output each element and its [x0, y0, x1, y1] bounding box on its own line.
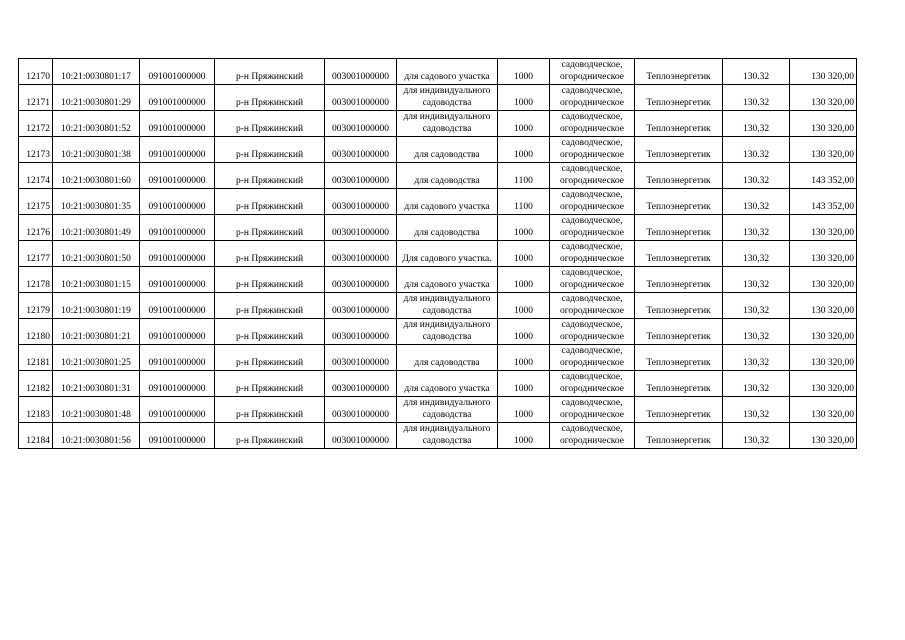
permitted-use-cell: для садового участка — [397, 59, 498, 85]
table-row — [19, 319, 857, 345]
permitted-use-cell: для садоводства — [397, 137, 498, 163]
area-cell: 1100 — [498, 163, 550, 189]
cadastral-number-cell: 10:21:0030801:29 — [53, 85, 140, 111]
land-category-cell: садоводческое, огородническое — [550, 215, 635, 241]
land-category-cell: садоводческое, огородническое — [550, 59, 635, 85]
locality-code-cell: 003001000000 — [325, 319, 397, 345]
cadastral-rate-cell: 130,32 — [723, 241, 790, 267]
locality-code-cell: 003001000000 — [325, 85, 397, 111]
land-category-cell: садоводческое, огородническое — [550, 319, 635, 345]
land-category-cell: садоводческое, огородническое — [550, 293, 635, 319]
cadastral-value-cell: 143 352,00 — [790, 163, 857, 189]
land-category-cell: садоводческое, огородническое — [550, 345, 635, 371]
locality-code-cell: 003001000000 — [325, 215, 397, 241]
cadastral-value-cell: 130 320,00 — [790, 111, 857, 137]
district-cell: р-н Пряжинский — [215, 163, 325, 189]
row-number-cell: 12179 — [19, 293, 53, 319]
oktmo-code-cell: 091001000000 — [140, 163, 215, 189]
permitted-use-cell: для садового участка — [397, 267, 498, 293]
table-body — [19, 59, 857, 449]
locality-code-cell: 003001000000 — [325, 423, 397, 449]
cadastral-rate-cell: 130.32 — [723, 59, 790, 85]
permitted-use-cell: для садоводства — [397, 215, 498, 241]
organization-cell: Теплоэнергетик — [635, 319, 723, 345]
cadastral-number-cell: 10:21:0030801:50 — [53, 241, 140, 267]
oktmo-code-cell: 091001000000 — [140, 111, 215, 137]
row-number-cell: 12173 — [19, 137, 53, 163]
permitted-use-cell: для индивидуального садоводства — [397, 319, 498, 345]
land-category-cell: садоводческое, огородническое — [550, 111, 635, 137]
organization-cell: Теплоэнергетик — [635, 215, 723, 241]
row-number-cell: 12170 — [19, 59, 53, 85]
district-cell: р-н Пряжинский — [215, 345, 325, 371]
table-row — [19, 267, 857, 293]
cadastral-rate-cell: 130.32 — [723, 137, 790, 163]
permitted-use-cell: для садоводства — [397, 163, 498, 189]
organization-cell: Теплоэнергетик — [635, 189, 723, 215]
table-row — [19, 397, 857, 423]
cadastral-number-cell: 10:21:0030801:15 — [53, 267, 140, 293]
permitted-use-cell: для садоводства — [397, 345, 498, 371]
cadastral-value-cell: 130 320,00 — [790, 215, 857, 241]
area-cell: 1000 — [498, 397, 550, 423]
organization-cell: Теплоэнергетик — [635, 111, 723, 137]
cadastral-rate-cell: 130,32 — [723, 371, 790, 397]
district-cell: р-н Пряжинский — [215, 423, 325, 449]
row-number-cell: 12175 — [19, 189, 53, 215]
oktmo-code-cell: 091001000000 — [140, 319, 215, 345]
cadastral-rate-cell: 130,32 — [723, 267, 790, 293]
cadastral-value-cell: 130 320,00 — [790, 137, 857, 163]
district-cell: р-н Пряжинский — [215, 397, 325, 423]
area-cell: 1000 — [498, 371, 550, 397]
oktmo-code-cell: 091001000000 — [140, 397, 215, 423]
oktmo-code-cell: 091001000000 — [140, 189, 215, 215]
row-number-cell: 12180 — [19, 319, 53, 345]
cadastral-value-cell: 130 320,00 — [790, 267, 857, 293]
cadastral-rate-cell: 130.32 — [723, 189, 790, 215]
area-cell: 1000 — [498, 319, 550, 345]
cadastral-number-cell: 10:21:0030801:31 — [53, 371, 140, 397]
area-cell: 1000 — [498, 345, 550, 371]
locality-code-cell: 003001000000 — [325, 371, 397, 397]
land-category-cell: садоводческое, огородническое — [550, 397, 635, 423]
permitted-use-cell: для индивидуального садоводства — [397, 85, 498, 111]
land-category-cell: садоводческое, огородническое — [550, 163, 635, 189]
area-cell: 1000 — [498, 215, 550, 241]
table-row — [19, 345, 857, 371]
table-row — [19, 85, 857, 111]
cadastral-rate-cell: 130,32 — [723, 397, 790, 423]
district-cell: р-н Пряжинский — [215, 111, 325, 137]
cadastral-rate-cell: 130,32 — [723, 423, 790, 449]
cadastral-rate-cell: 130,32 — [723, 111, 790, 137]
cadastral-rate-cell: 130.32 — [723, 163, 790, 189]
cadastral-number-cell: 10:21:0030801:60 — [53, 163, 140, 189]
cadastral-rate-cell: 130,32 — [723, 293, 790, 319]
locality-code-cell: 003001000000 — [325, 59, 397, 85]
row-number-cell: 12183 — [19, 397, 53, 423]
cadastral-number-cell: 10:21:0030801:38 — [53, 137, 140, 163]
row-number-cell: 12177 — [19, 241, 53, 267]
locality-code-cell: 003001000000 — [325, 111, 397, 137]
cadastral-number-cell: 10:21:0030801:48 — [53, 397, 140, 423]
area-cell: 1000 — [498, 59, 550, 85]
oktmo-code-cell: 091001000000 — [140, 371, 215, 397]
land-category-cell: садоводческое, огородническое — [550, 371, 635, 397]
row-number-cell: 12184 — [19, 423, 53, 449]
district-cell: р-н Пряжинский — [215, 59, 325, 85]
land-category-cell: садоводческое, огородническое — [550, 85, 635, 111]
land-category-cell: садоводческое, огородническое — [550, 241, 635, 267]
cadastral-rate-cell: 130,32 — [723, 319, 790, 345]
cadastral-number-cell: 10:21:0030801:56 — [53, 423, 140, 449]
permitted-use-cell: для индивидуального садоводства — [397, 111, 498, 137]
cadastral-rate-cell: 130,32 — [723, 345, 790, 371]
table-row — [19, 371, 857, 397]
table-row — [19, 293, 857, 319]
district-cell: р-н Пряжинский — [215, 189, 325, 215]
permitted-use-cell: для индивидуального садоводства — [397, 293, 498, 319]
district-cell: р-н Пряжинский — [215, 137, 325, 163]
area-cell: 1000 — [498, 293, 550, 319]
cadastral-value-cell: 130 320,00 — [790, 345, 857, 371]
district-cell: р-н Пряжинский — [215, 241, 325, 267]
organization-cell: Теплоэнергетик — [635, 423, 723, 449]
row-number-cell: 12171 — [19, 85, 53, 111]
organization-cell: Теплоэнергетик — [635, 163, 723, 189]
locality-code-cell: 003001000000 — [325, 293, 397, 319]
locality-code-cell: 003001000000 — [325, 189, 397, 215]
locality-code-cell: 003001000000 — [325, 163, 397, 189]
area-cell: 1000 — [498, 267, 550, 293]
area-cell: 1000 — [498, 111, 550, 137]
organization-cell: Теплоэнергетик — [635, 241, 723, 267]
cadastral-value-cell: 130 320,00 — [790, 397, 857, 423]
oktmo-code-cell: 091001000000 — [140, 293, 215, 319]
permitted-use-cell: для садового участка — [397, 189, 498, 215]
cadastral-value-cell: 130 320,00 — [790, 371, 857, 397]
table-row — [19, 111, 857, 137]
locality-code-cell: 003001000000 — [325, 345, 397, 371]
land-register-table — [18, 58, 857, 449]
permitted-use-cell: для индивидуального садоводства — [397, 397, 498, 423]
table-row — [19, 59, 857, 85]
land-category-cell: садоводческое, огородническое — [550, 189, 635, 215]
district-cell: р-н Пряжинский — [215, 267, 325, 293]
cadastral-value-cell: 130 320,00 — [790, 319, 857, 345]
table-row — [19, 137, 857, 163]
area-cell: 1000 — [498, 423, 550, 449]
cadastral-number-cell: 10:21:0030801:19 — [53, 293, 140, 319]
district-cell: р-н Пряжинский — [215, 215, 325, 241]
cadastral-value-cell: 130 320,00 — [790, 423, 857, 449]
oktmo-code-cell: 091001000000 — [140, 345, 215, 371]
cadastral-number-cell: 10:21:0030801:17 — [53, 59, 140, 85]
organization-cell: Теплоэнергетик — [635, 59, 723, 85]
cadastral-number-cell: 10:21:0030801:25 — [53, 345, 140, 371]
table-row — [19, 189, 857, 215]
organization-cell: Теплоэнергетик — [635, 293, 723, 319]
cadastral-rate-cell: 130,32 — [723, 215, 790, 241]
row-number-cell: 12172 — [19, 111, 53, 137]
organization-cell: Теплоэнергетик — [635, 137, 723, 163]
area-cell: 1100 — [498, 189, 550, 215]
area-cell: 1000 — [498, 85, 550, 111]
oktmo-code-cell: 091001000000 — [140, 85, 215, 111]
locality-code-cell: 003001000000 — [325, 137, 397, 163]
table-row — [19, 423, 857, 449]
district-cell: р-н Пряжинский — [215, 319, 325, 345]
row-number-cell: 12174 — [19, 163, 53, 189]
locality-code-cell: 003001000000 — [325, 241, 397, 267]
row-number-cell: 12181 — [19, 345, 53, 371]
land-category-cell: садоводческое, огородническое — [550, 137, 635, 163]
permitted-use-cell: для садового участка — [397, 371, 498, 397]
cadastral-number-cell: 10:21:0030801:52 — [53, 111, 140, 137]
oktmo-code-cell: 091001000000 — [140, 423, 215, 449]
land-category-cell: садоводческое, огородническое — [550, 423, 635, 449]
cadastral-value-cell: 130 320,00 — [790, 293, 857, 319]
locality-code-cell: 003001000000 — [325, 267, 397, 293]
table-row — [19, 241, 857, 267]
cadastral-value-cell: 130 320,00 — [790, 59, 857, 85]
row-number-cell: 12182 — [19, 371, 53, 397]
locality-code-cell: 003001000000 — [325, 397, 397, 423]
oktmo-code-cell: 091001000000 — [140, 241, 215, 267]
cadastral-number-cell: 10:21:0030801:21 — [53, 319, 140, 345]
cadastral-number-cell: 10:21:0030801:49 — [53, 215, 140, 241]
oktmo-code-cell: 091001000000 — [140, 267, 215, 293]
permitted-use-cell: для индивидуального садоводства — [397, 423, 498, 449]
cadastral-value-cell: 143 352,00 — [790, 189, 857, 215]
land-category-cell: садоводческое, огородническое — [550, 267, 635, 293]
district-cell: р-н Пряжинский — [215, 371, 325, 397]
area-cell: 1000 — [498, 137, 550, 163]
cadastral-value-cell: 130 320,00 — [790, 241, 857, 267]
oktmo-code-cell: 091001000000 — [140, 215, 215, 241]
organization-cell: Теплоэнергетик — [635, 85, 723, 111]
oktmo-code-cell: 091001000000 — [140, 137, 215, 163]
cadastral-number-cell: 10:21:0030801:35 — [53, 189, 140, 215]
district-cell: р-н Пряжинский — [215, 85, 325, 111]
cadastral-value-cell: 130 320,00 — [790, 85, 857, 111]
district-cell: р-н Пряжинский — [215, 293, 325, 319]
organization-cell: Теплоэнергетик — [635, 397, 723, 423]
permitted-use-cell: Для садового участка. — [397, 241, 498, 267]
row-number-cell: 12176 — [19, 215, 53, 241]
row-number-cell: 12178 — [19, 267, 53, 293]
table-row — [19, 215, 857, 241]
area-cell: 1000 — [498, 241, 550, 267]
organization-cell: Теплоэнергетик — [635, 267, 723, 293]
organization-cell: Теплоэнергетик — [635, 371, 723, 397]
organization-cell: Теплоэнергетик — [635, 345, 723, 371]
oktmo-code-cell: 091001000000 — [140, 59, 215, 85]
cadastral-rate-cell: 130.32 — [723, 85, 790, 111]
table-row — [19, 163, 857, 189]
